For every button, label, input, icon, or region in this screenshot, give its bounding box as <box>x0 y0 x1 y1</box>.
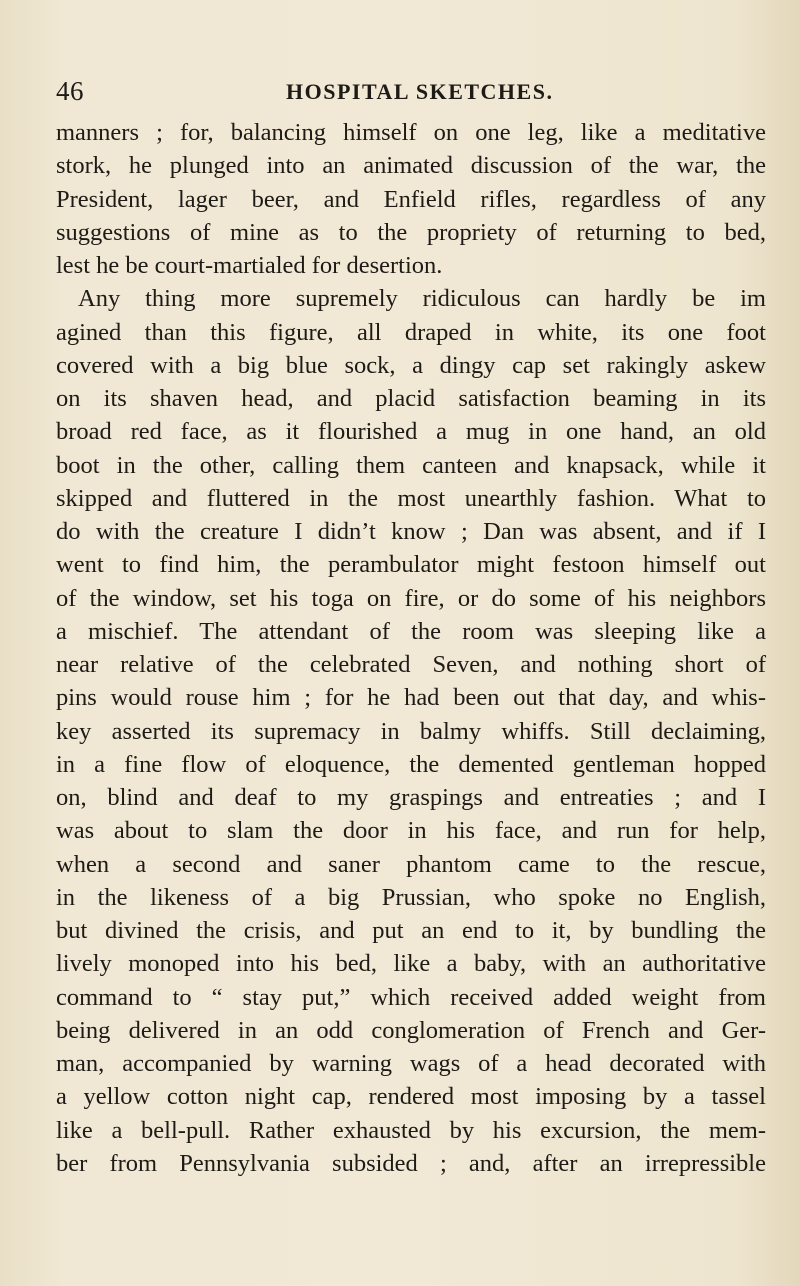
text-line: lively monoped into his bed, like a baby, with an authoritative <box>56 950 766 978</box>
text-line: being delivered in an odd conglomeration of French and Ger- <box>56 1016 766 1044</box>
text-line: near relative of the celebrated Seven, and nothing short of <box>56 651 766 678</box>
text-line: when a second and saner phantom came to the rescue, <box>56 850 766 878</box>
text-line: in a fine flow of eloquence, the demented gentleman hopped <box>56 750 766 778</box>
text-line: lest he be court-martialed for desertion. <box>56 252 443 279</box>
text-line: like a bell-pull. Rather exhausted by his excursion, the mem- <box>56 1116 766 1144</box>
text-line: do with the creature I didn’t know ; Dan was absent, and if I <box>56 518 766 545</box>
text-line: suggestions of mine as to the propriety of returning to bed, <box>56 218 766 246</box>
text-line: boot in the other, calling them canteen and knapsack, while it <box>56 451 766 479</box>
text-line: a yellow cotton night cap, rendered most imposing by a tassel <box>56 1083 766 1111</box>
text-line: key asserted its supremacy in balmy whiffs. Still declaiming, <box>56 717 766 745</box>
text-line: ber from Pennsylvania subsided ; and, after an irrepressible <box>56 1149 766 1177</box>
text-line: of the window, set his toga on fire, or do some of his neighbors <box>56 584 766 612</box>
text-line: but divined the crisis, and put an end to it, by bundling the <box>56 917 766 944</box>
text-line: was about to slam the door in his face, and run for help, <box>56 817 766 845</box>
text-line: covered with a big blue sock, a dingy cap set rakingly askew <box>56 351 766 379</box>
text-line: agined than this figure, all draped in white, its one foot <box>56 318 766 346</box>
text-line: a mischief. The attendant of the room was sleeping like a <box>56 617 766 645</box>
text-line: skipped and fluttered in the most unearthly fashion. What to <box>56 484 766 512</box>
page-number: 46 <box>56 76 84 106</box>
running-title: HOSPITAL SKETCHES. <box>286 79 554 104</box>
text-line: in the likeness of a big Prussian, who spoke no English, <box>56 883 766 911</box>
text-line: stork, he plunged into an animated discussion of the war, the <box>56 152 766 180</box>
text-line: on its shaven head, and placid satisfaction beaming in its <box>56 385 766 412</box>
text-line: man, accompanied by warning wags of a head decorated with <box>56 1050 766 1077</box>
text-line: Any thing more supremely ridiculous can hardly be im <box>78 285 766 313</box>
text-line: pins would rouse him ; for he had been out that day, and whis- <box>56 684 766 712</box>
text-line: command to “ stay put,” which received added weight from <box>56 983 766 1011</box>
body-text <box>56 116 766 1180</box>
text-line: went to find him, the perambulator might festoon himself out <box>56 551 766 579</box>
text-line: President, lager beer, and Enfield rifles, regardless of any <box>56 185 766 213</box>
text-line: broad red face, as it flourished a mug in one hand, an old <box>56 418 766 446</box>
text-line: on, blind and deaf to my graspings and entreaties ; and I <box>56 784 766 811</box>
text-line: manners ; for, balancing himself on one leg, like a meditative <box>56 119 766 146</box>
